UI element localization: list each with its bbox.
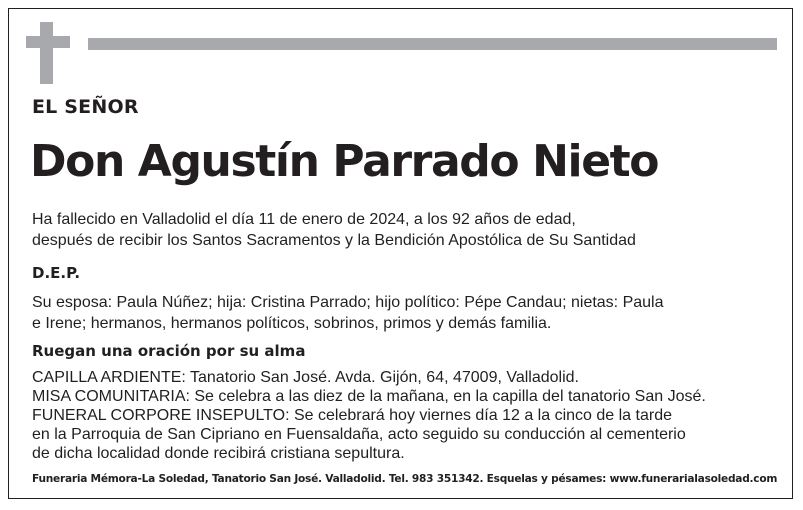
dep-label: D.E.P. [32,264,81,282]
prayer-request: Ruegan una oración por su alma [32,342,306,360]
service-chapel: CAPILLA ARDIENTE: Tanatorio San José. Avda. Gijón, 64, 47009, Valladolid. [32,369,579,386]
family-line-1: Su esposa: Paula Núñez; hija: Cristina Parrado; hijo político: Pépe Candau; nietas: Paula [32,294,664,311]
cross-horizontal-bar [26,36,70,48]
announcement-line-1: Ha fallecido en Valladolid el día 11 de enero de 2024, a los 92 años de edad, [32,211,576,228]
service-mass: MISA COMUNITARIA: Se celebra a las diez de la mañana, en la capilla del tanatorio San José. [32,388,706,405]
deceased-name: Don Agustín Parrado Nieto [30,136,659,187]
cross-vertical-bar [40,22,53,84]
service-funeral-line-2: en la Parroquia de San Cipriano en Fuensaldaña, acto seguido su conducción al cementerio [32,426,686,443]
funeral-home-footer: Funeraria Mémora-La Soledad, Tanatorio San José. Valladolid. Tel. 983 351342. Esquelas y pésames: www.funerarialasoledad.com [32,473,778,485]
announcement-line-2: después de recibir los Santos Sacramentos y la Bendición Apostólica de Su Santidad [32,232,636,249]
honorific-title: EL SEÑOR [32,96,139,118]
header-rule [88,38,777,50]
service-funeral-line-1: FUNERAL CORPORE INSEPULTO: Se celebrará hoy viernes día 12 a la cinco de la tarde [32,407,672,424]
service-funeral-line-3: de dicha localidad donde recibirá cristiana sepultura. [32,445,405,462]
family-line-2: e Irene; hermanos, hermanos políticos, sobrinos, primos y demás familia. [32,315,552,332]
